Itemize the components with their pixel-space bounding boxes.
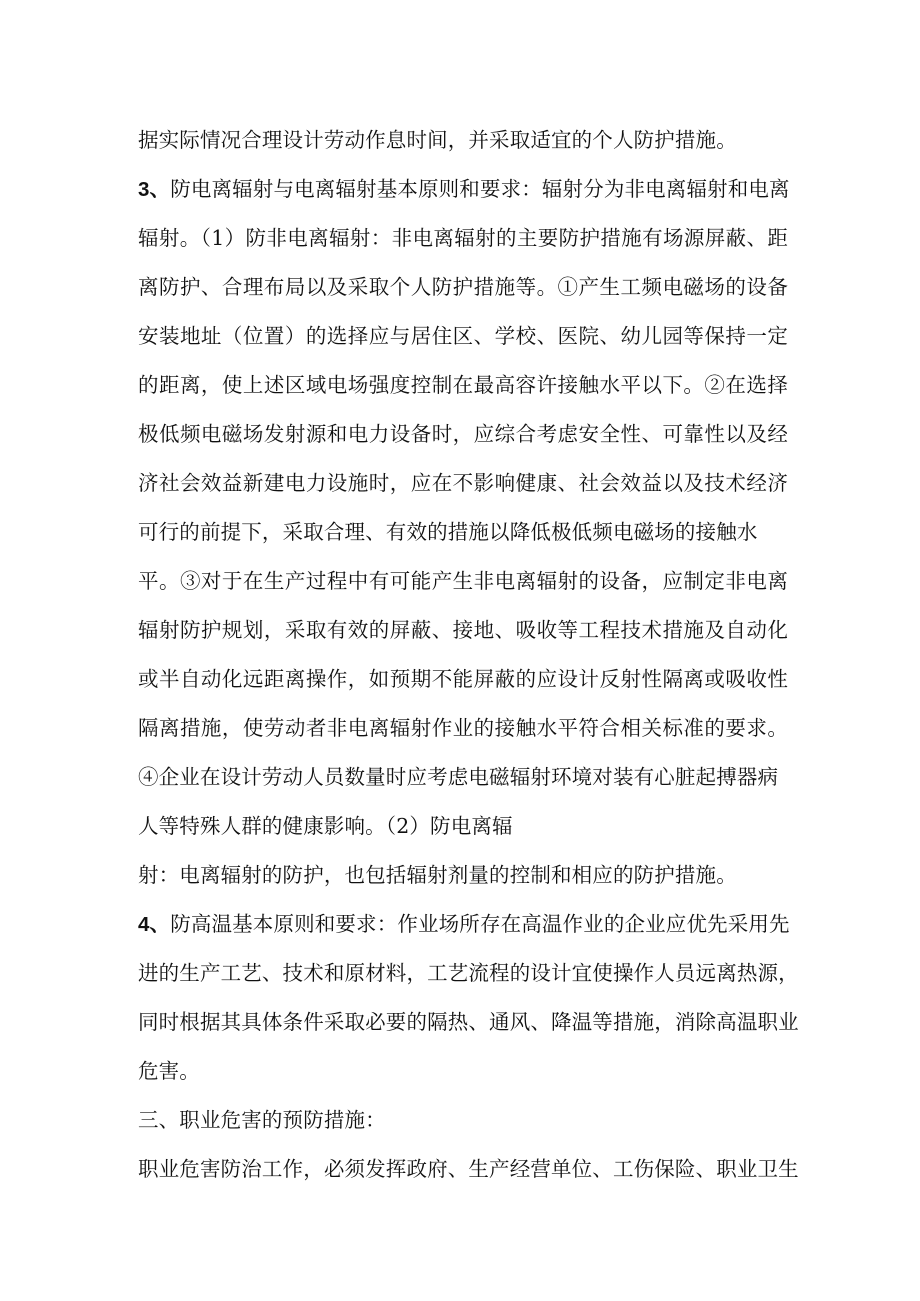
text-line: 据实际情况合理设计劳动作息时间，并采取适宜的个人防护措施。 <box>138 128 737 152</box>
text-line: 离防护、合理布局以及采取个人防护措施等。①产生工频电磁场的设备 <box>138 275 788 299</box>
text-line: 职业危害防治工作，必须发挥政府、生产经营单位、工伤保险、职业卫生 <box>138 1157 799 1181</box>
text-line: 隔离措施，使劳动者非电离辐射作业的接触水平符合相关标准的要求。 <box>138 716 788 740</box>
text-line: 安装地址（位置）的选择应与居住区、学校、医院、幼儿园等保持一定 <box>138 324 788 348</box>
text-line: 危害。 <box>138 1059 200 1083</box>
text-line: 的距离，使上述区域电场强度控制在最高容许接触水平以下。②在选择 <box>138 373 788 397</box>
item-number: 3、 <box>138 178 171 201</box>
text-line: 可行的前提下，采取合理、有效的措施以降低极低频电磁场的接触水 <box>138 520 758 544</box>
text-line: 射：电离辐射的防护，也包括辐射剂量的控制和相应的防护措施。 <box>138 863 737 887</box>
text-line: 极低频电磁场发射源和电力设备时，应综合考虑安全性、可靠性以及经 <box>138 422 788 446</box>
section-3-heading-line: 3、防电离辐射与电离辐射基本原则和要求：辐射分为非电离辐射和电离 <box>138 177 790 201</box>
text-line: ④企业在设计劳动人员数量时应考虑电磁辐射环境对装有心脏起搏器病 <box>138 765 779 789</box>
text-line: 济社会效益新建电力设施时，应在不影响健康、社会效益以及技术经济 <box>138 471 788 495</box>
text-line: 人等特殊人群的健康影响。（2）防电离辐 <box>138 814 513 838</box>
text-line: 辐射防护规划，采取有效的屏蔽、接地、吸收等工程技术措施及自动化 <box>138 618 788 642</box>
section-heading: 三、职业危害的预防措施： <box>138 1108 386 1132</box>
text-line: 平。③对于在生产过程中有可能产生非电离辐射的设备，应制定非电离 <box>138 569 788 593</box>
item-number: 4、 <box>138 913 171 936</box>
text-line: 辐射。（1）防非电离辐射：非电离辐射的主要防护措施有场源屏蔽、距 <box>138 226 788 250</box>
section-4-heading-line: 4、防高温基本原则和要求：作业场所存在高温作业的企业应优先采用先 <box>138 912 790 936</box>
text-line: 进的生产工艺、技术和原材料，工艺流程的设计宜使操作人员远离热源， <box>138 961 799 985</box>
text-line: 同时根据其具体条件采取必要的隔热、通风、降温等措施，消除高温职业 <box>138 1010 799 1034</box>
text-line: 或半自动化远距离操作，如预期不能屏蔽的应设计反射性隔离或吸收性 <box>138 667 788 691</box>
